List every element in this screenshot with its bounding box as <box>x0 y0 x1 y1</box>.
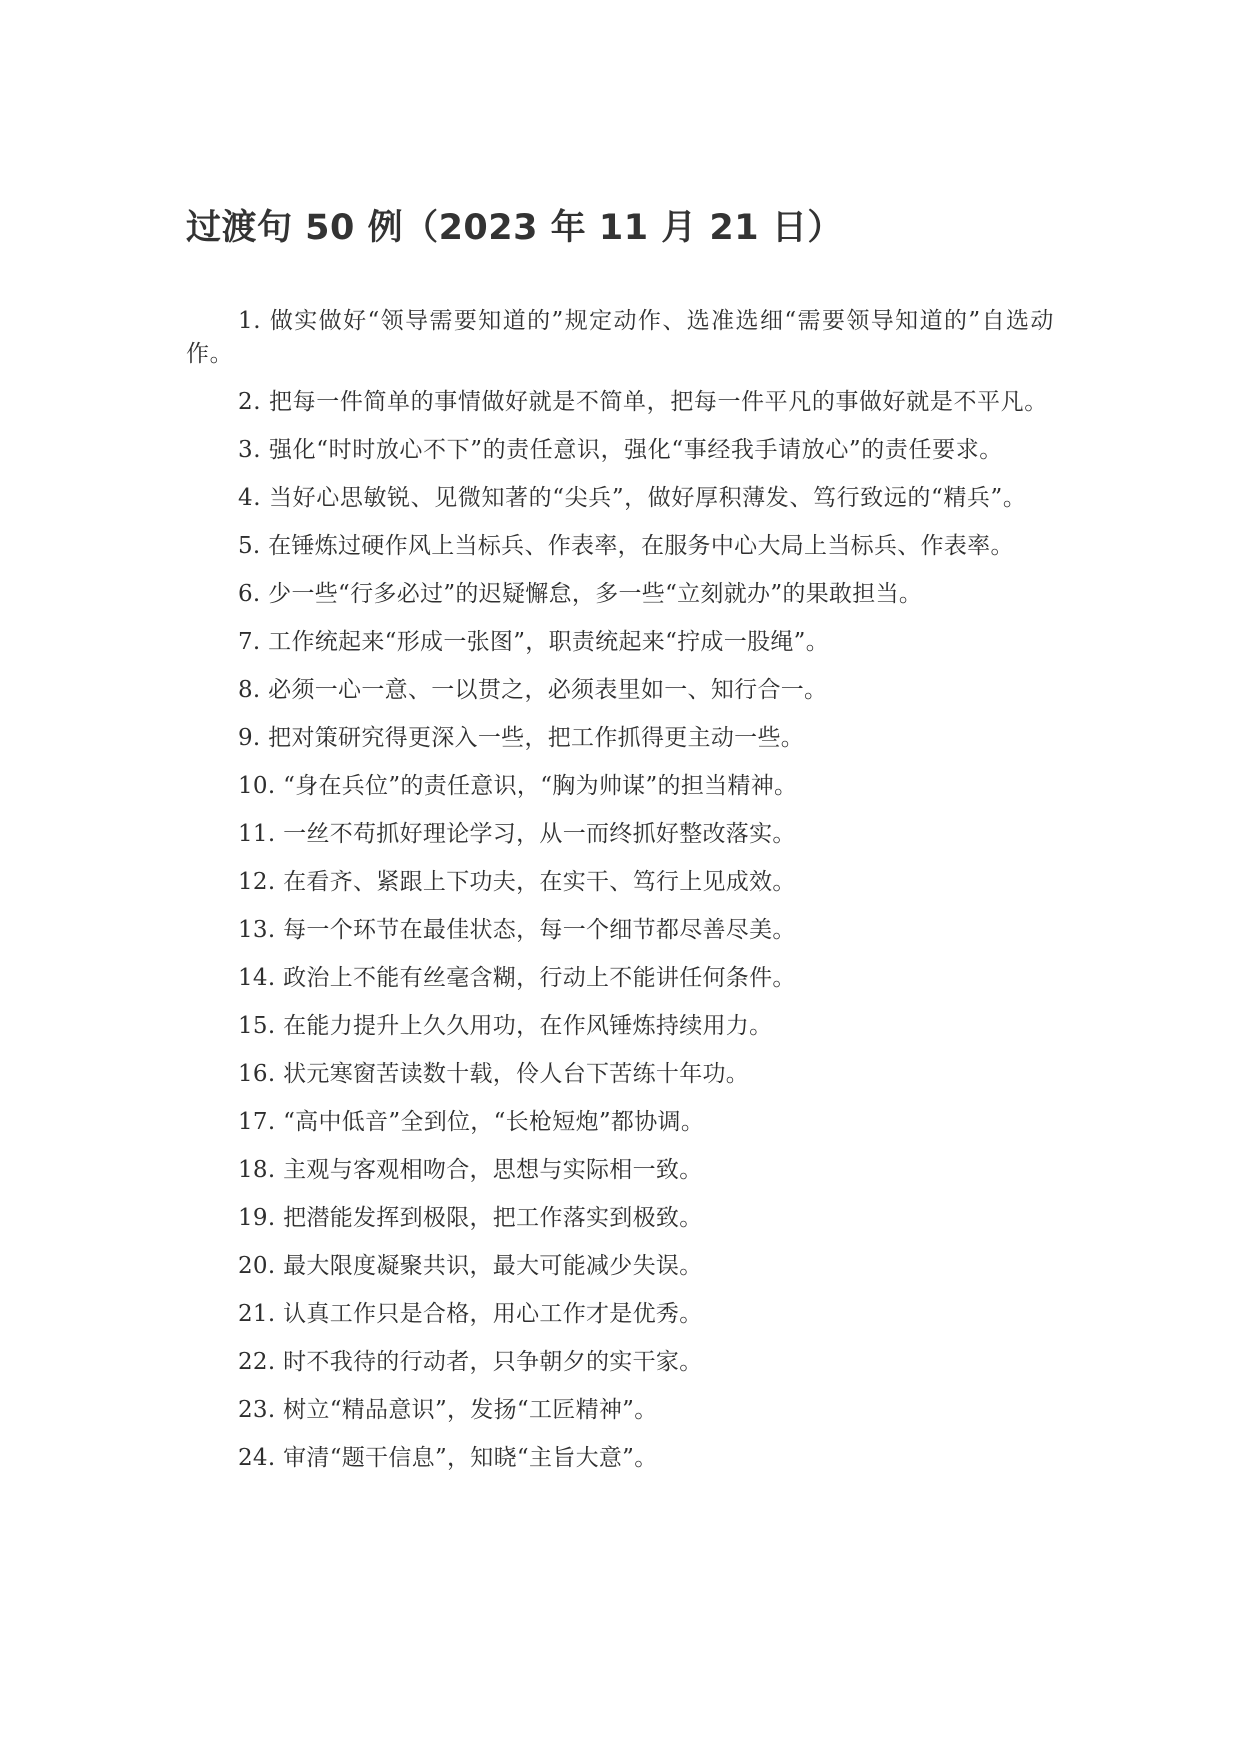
list-item: 1. 做实做好“领导需要知道的”规定动作、选准选细“需要领导知道的”自选动作。 <box>186 308 1054 367</box>
list-item: 20. 最大限度凝聚共识，最大可能减少失误。 <box>238 1253 703 1279</box>
list-item: 5. 在锤炼过硬作风上当标兵、作表率，在服务中心大局上当标兵、作表率。 <box>238 533 1014 559</box>
list-item: 14. 政治上不能有丝毫含糊，行动上不能讲任何条件。 <box>238 965 796 991</box>
list-item: 9. 把对策研究得更深入一些，把工作抓得更主动一些。 <box>238 725 805 751</box>
list-item: 7. 工作统起来“形成一张图”，职责统起来“拧成一股绳”。 <box>238 629 829 655</box>
document-title: 过渡句 50 例（2023 年 11 月 21 日） <box>186 208 843 248</box>
list-item: 16. 状元寒窗苦读数十载，伶人台下苦练十年功。 <box>238 1061 750 1087</box>
list-item: 21. 认真工作只是合格，用心工作才是优秀。 <box>238 1301 703 1327</box>
list-item: 19. 把潜能发挥到极限，把工作落实到极致。 <box>238 1205 703 1231</box>
list-item: 8. 必须一心一意、一以贯之，必须表里如一、知行合一。 <box>238 677 828 703</box>
list-item: 10. “身在兵位”的责任意识，“胸为帅谋”的担当精神。 <box>238 773 798 799</box>
list-item: 15. 在能力提升上久久用功，在作风锤炼持续用力。 <box>238 1013 773 1039</box>
list-item: 24. 审清“题干信息”，知晓“主旨大意”。 <box>238 1445 658 1471</box>
list-item: 17. “高中低音”全到位，“长枪短炮”都协调。 <box>238 1109 705 1135</box>
list-item: 12. 在看齐、紧跟上下功夫，在实干、笃行上见成效。 <box>238 869 796 895</box>
list-item: 2. 把每一件简单的事情做好就是不简单，把每一件平凡的事做好就是不平凡。 <box>238 389 1048 415</box>
list-item: 23. 树立“精品意识”，发扬“工匠精神”。 <box>238 1397 658 1423</box>
list-item: 22. 时不我待的行动者，只争朝夕的实干家。 <box>238 1349 703 1375</box>
list-item: 3. 强化“时时放心不下”的责任意识，强化“事经我手请放心”的责任要求。 <box>238 437 1003 463</box>
sentence-list <box>186 305 1054 1490</box>
list-item: 13. 每一个环节在最佳状态，每一个细节都尽善尽美。 <box>238 917 796 943</box>
list-item: 6. 少一些“行多必过”的迟疑懈怠，多一些“立刻就办”的果敢担当。 <box>238 581 923 607</box>
list-item: 4. 当好心思敏锐、见微知著的“尖兵”，做好厚积薄发、笃行致远的“精兵”。 <box>238 485 1027 511</box>
list-item: 18. 主观与客观相吻合，思想与实际相一致。 <box>238 1157 703 1183</box>
list-item: 11. 一丝不苟抓好理论学习，从一而终抓好整改落实。 <box>238 821 796 847</box>
